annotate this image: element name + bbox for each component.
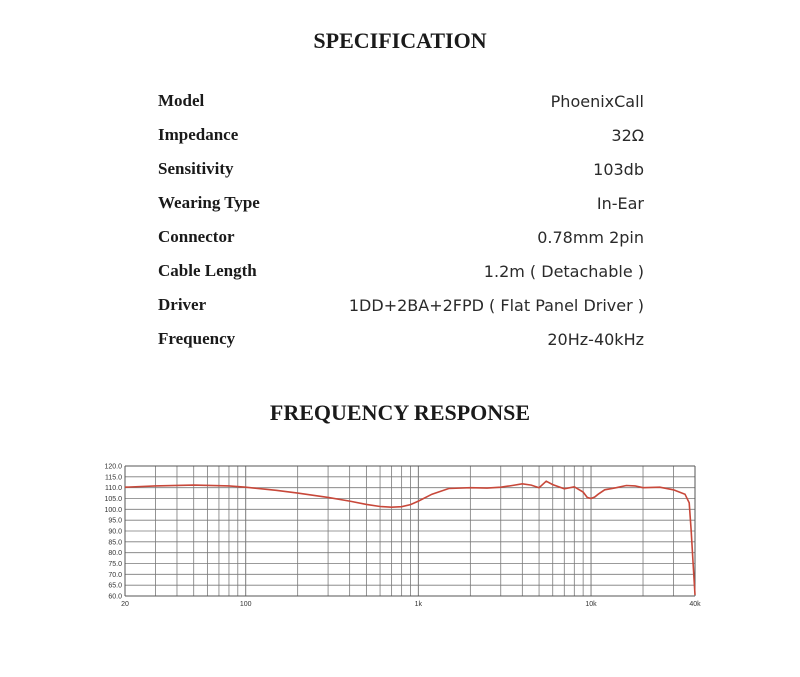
spec-value: 20Hz-40kHz xyxy=(547,329,644,349)
y-tick-label: 110.0 xyxy=(105,485,122,493)
x-axis-ticks xyxy=(121,601,701,608)
spec-key: Impedance xyxy=(158,125,239,144)
y-tick-label: 85.0 xyxy=(108,539,122,547)
spec-key: Cable Length xyxy=(158,261,257,280)
y-tick-label: 115.0 xyxy=(105,474,122,482)
spec-value: 1.2m ( Detachable ) xyxy=(483,261,644,281)
spec-row-cable-length xyxy=(158,254,644,288)
spec-key: Sensitivity xyxy=(158,159,234,178)
spec-key: Driver xyxy=(158,295,207,314)
spec-value: PhoenixCall xyxy=(550,91,644,111)
spec-row-connector xyxy=(158,220,644,254)
spec-table xyxy=(158,84,644,356)
y-tick-label: 90.0 xyxy=(108,528,122,536)
y-tick-label: 100.0 xyxy=(104,506,122,514)
spec-row-frequency xyxy=(158,322,644,356)
spec-key: Frequency xyxy=(158,329,236,348)
spec-row-driver xyxy=(158,288,644,322)
spec-row-impedance xyxy=(158,118,644,152)
spec-value: 103db xyxy=(593,159,644,179)
spec-key: Wearing Type xyxy=(158,193,260,212)
y-tick-label: 75.0 xyxy=(108,561,122,568)
frequency-response-chart xyxy=(0,450,800,620)
x-tick-label: 1k xyxy=(414,601,423,608)
y-tick-label: 70.0 xyxy=(108,571,122,579)
spec-value: 1DD+2BA+2FPD ( Flat Panel Driver ) xyxy=(348,295,644,315)
spec-value: 32Ω xyxy=(611,125,644,145)
y-tick-label: 120.0 xyxy=(104,463,122,471)
x-tick-label: 100 xyxy=(239,601,252,608)
spec-value: In-Ear xyxy=(596,193,644,213)
spec-row-model xyxy=(158,84,644,118)
spec-row-wearing-type xyxy=(158,186,644,220)
y-tick-label: 65.0 xyxy=(108,582,122,590)
spec-row-sensitivity xyxy=(158,152,644,186)
spec-key: Connector xyxy=(158,227,235,246)
y-tick-label: 80.0 xyxy=(108,550,122,558)
spec-value: 0.78mm 2pin xyxy=(537,227,644,247)
y-tick-label: 95.0 xyxy=(108,517,122,525)
frequency-response-title: FREQUENCY RESPONSE xyxy=(269,400,531,425)
x-tick-label: 20 xyxy=(121,601,129,608)
y-tick-label: 60.0 xyxy=(108,593,122,601)
x-tick-label: 40k xyxy=(689,601,701,608)
x-tick-label: 10k xyxy=(585,601,597,608)
y-axis-ticks xyxy=(104,464,122,601)
spec-key: Model xyxy=(158,91,205,110)
y-tick-label: 105.0 xyxy=(104,496,122,503)
specification-title: SPECIFICATION xyxy=(313,28,487,53)
